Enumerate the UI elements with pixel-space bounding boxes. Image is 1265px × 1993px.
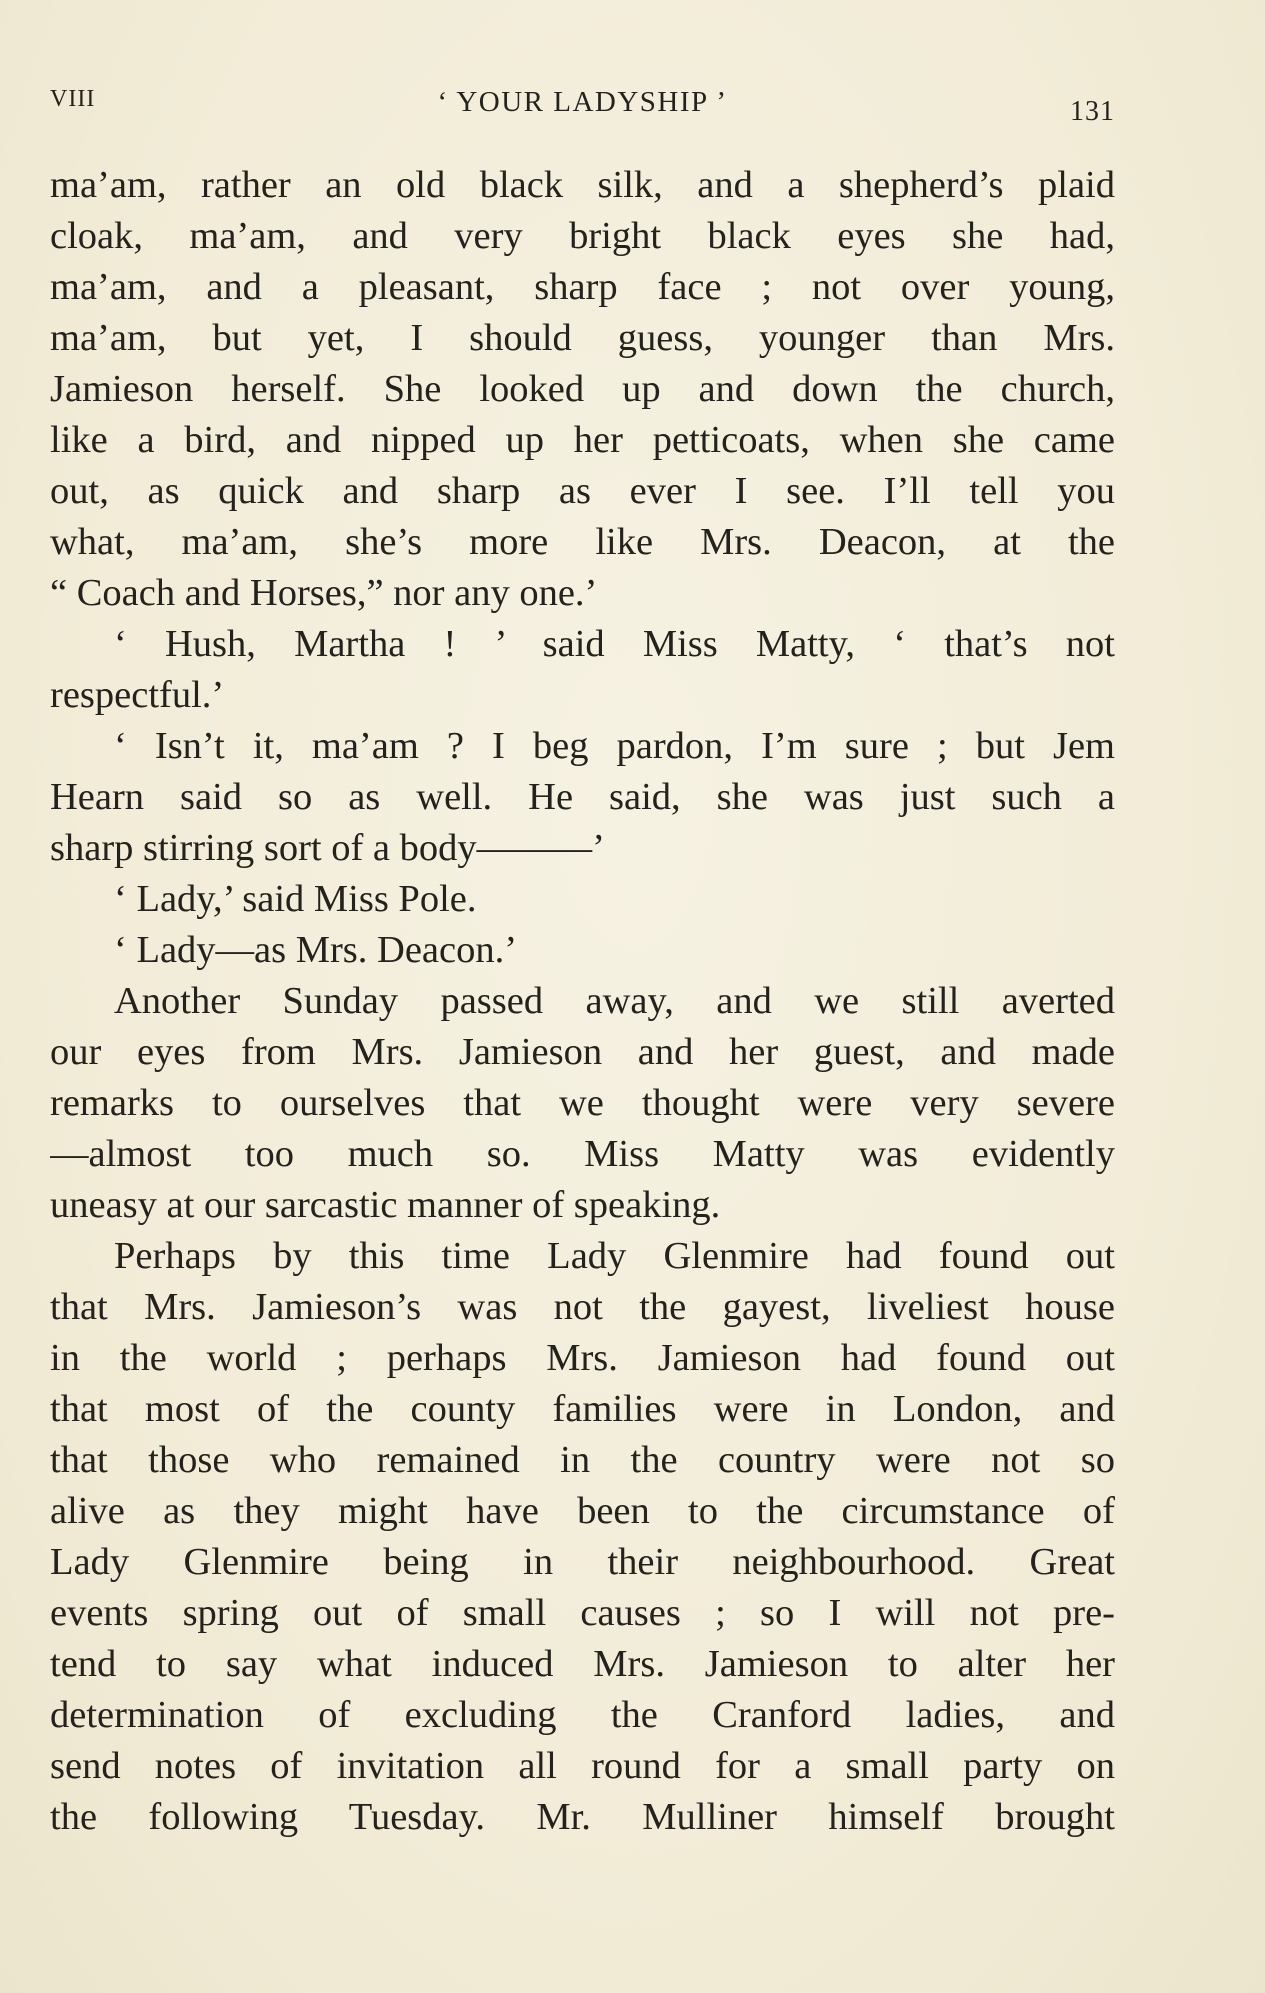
text-line: Lady Glenmire being in their neighbourhood. Great bbox=[50, 1541, 1115, 1583]
text-line: out, as quick and sharp as ever I see. I’ll tell you bbox=[50, 470, 1115, 512]
text-line: Perhaps by this time Lady Glenmire had found out bbox=[114, 1235, 1115, 1277]
body-text bbox=[50, 160, 1115, 1843]
text-line: “ Coach and Horses,” nor any one.’ bbox=[50, 572, 598, 614]
text-line: remarks to ourselves that we thought were very severe bbox=[50, 1082, 1115, 1124]
text-line: Another Sunday passed away, and we still averted bbox=[114, 980, 1115, 1022]
text-line: ma’am, but yet, I should guess, younger than Mrs. bbox=[50, 317, 1115, 359]
text-line: what, ma’am, she’s more like Mrs. Deacon, at the bbox=[50, 521, 1115, 563]
text-line: that most of the county families were in London, and bbox=[50, 1388, 1115, 1430]
text-line: in the world ; perhaps Mrs. Jamieson had found out bbox=[50, 1337, 1115, 1379]
text-line: tend to say what induced Mrs. Jamieson to alter her bbox=[50, 1643, 1115, 1685]
text-line: ‘ Hush, Martha ! ’ said Miss Matty, ‘ that’s not bbox=[114, 623, 1115, 665]
text-line: ‘ Isn’t it, ma’am ? I beg pardon, I’m sure ; but Jem bbox=[114, 725, 1115, 767]
text-line: that those who remained in the country were not so bbox=[50, 1439, 1115, 1481]
chapter-number: VIII bbox=[50, 86, 96, 112]
text-line: sharp stirring sort of a body———’ bbox=[50, 827, 605, 869]
text-line: that Mrs. Jamieson’s was not the gayest, liveliest house bbox=[50, 1286, 1115, 1328]
text-line: Hearn said so as well. He said, she was just such a bbox=[50, 776, 1115, 818]
text-line: ‘ Lady,’ said Miss Pole. bbox=[114, 878, 477, 920]
text-line: respectful.’ bbox=[50, 674, 225, 716]
text-line: ma’am, rather an old black silk, and a shepherd’s plaid bbox=[50, 164, 1115, 206]
text-line: cloak, ma’am, and very bright black eyes she had, bbox=[50, 215, 1115, 257]
text-line: —almost too much so. Miss Matty was evidently bbox=[50, 1133, 1115, 1175]
running-head bbox=[50, 86, 1115, 126]
text-line: send notes of invitation all round for a small party on bbox=[50, 1745, 1115, 1787]
text-line: the following Tuesday. Mr. Mulliner himself brought bbox=[50, 1796, 1115, 1838]
text-line: Jamieson herself. She looked up and down the church, bbox=[50, 368, 1115, 410]
running-title: ‘ YOUR LADYSHIP ’ bbox=[437, 86, 728, 118]
text-line: ‘ Lady—as Mrs. Deacon.’ bbox=[114, 929, 518, 971]
page-number: 131 bbox=[1070, 96, 1115, 127]
text-line: our eyes from Mrs. Jamieson and her guest, and made bbox=[50, 1031, 1115, 1073]
text-line: alive as they might have been to the circumstance of bbox=[50, 1490, 1115, 1532]
text-line: ma’am, and a pleasant, sharp face ; not over young, bbox=[50, 266, 1115, 308]
text-line: uneasy at our sarcastic manner of speaking. bbox=[50, 1184, 721, 1226]
text-line: determination of excluding the Cranford ladies, and bbox=[50, 1694, 1115, 1736]
text-line: like a bird, and nipped up her petticoats, when she came bbox=[50, 419, 1115, 461]
text-line: events spring out of small causes ; so I will not pre- bbox=[50, 1592, 1115, 1634]
